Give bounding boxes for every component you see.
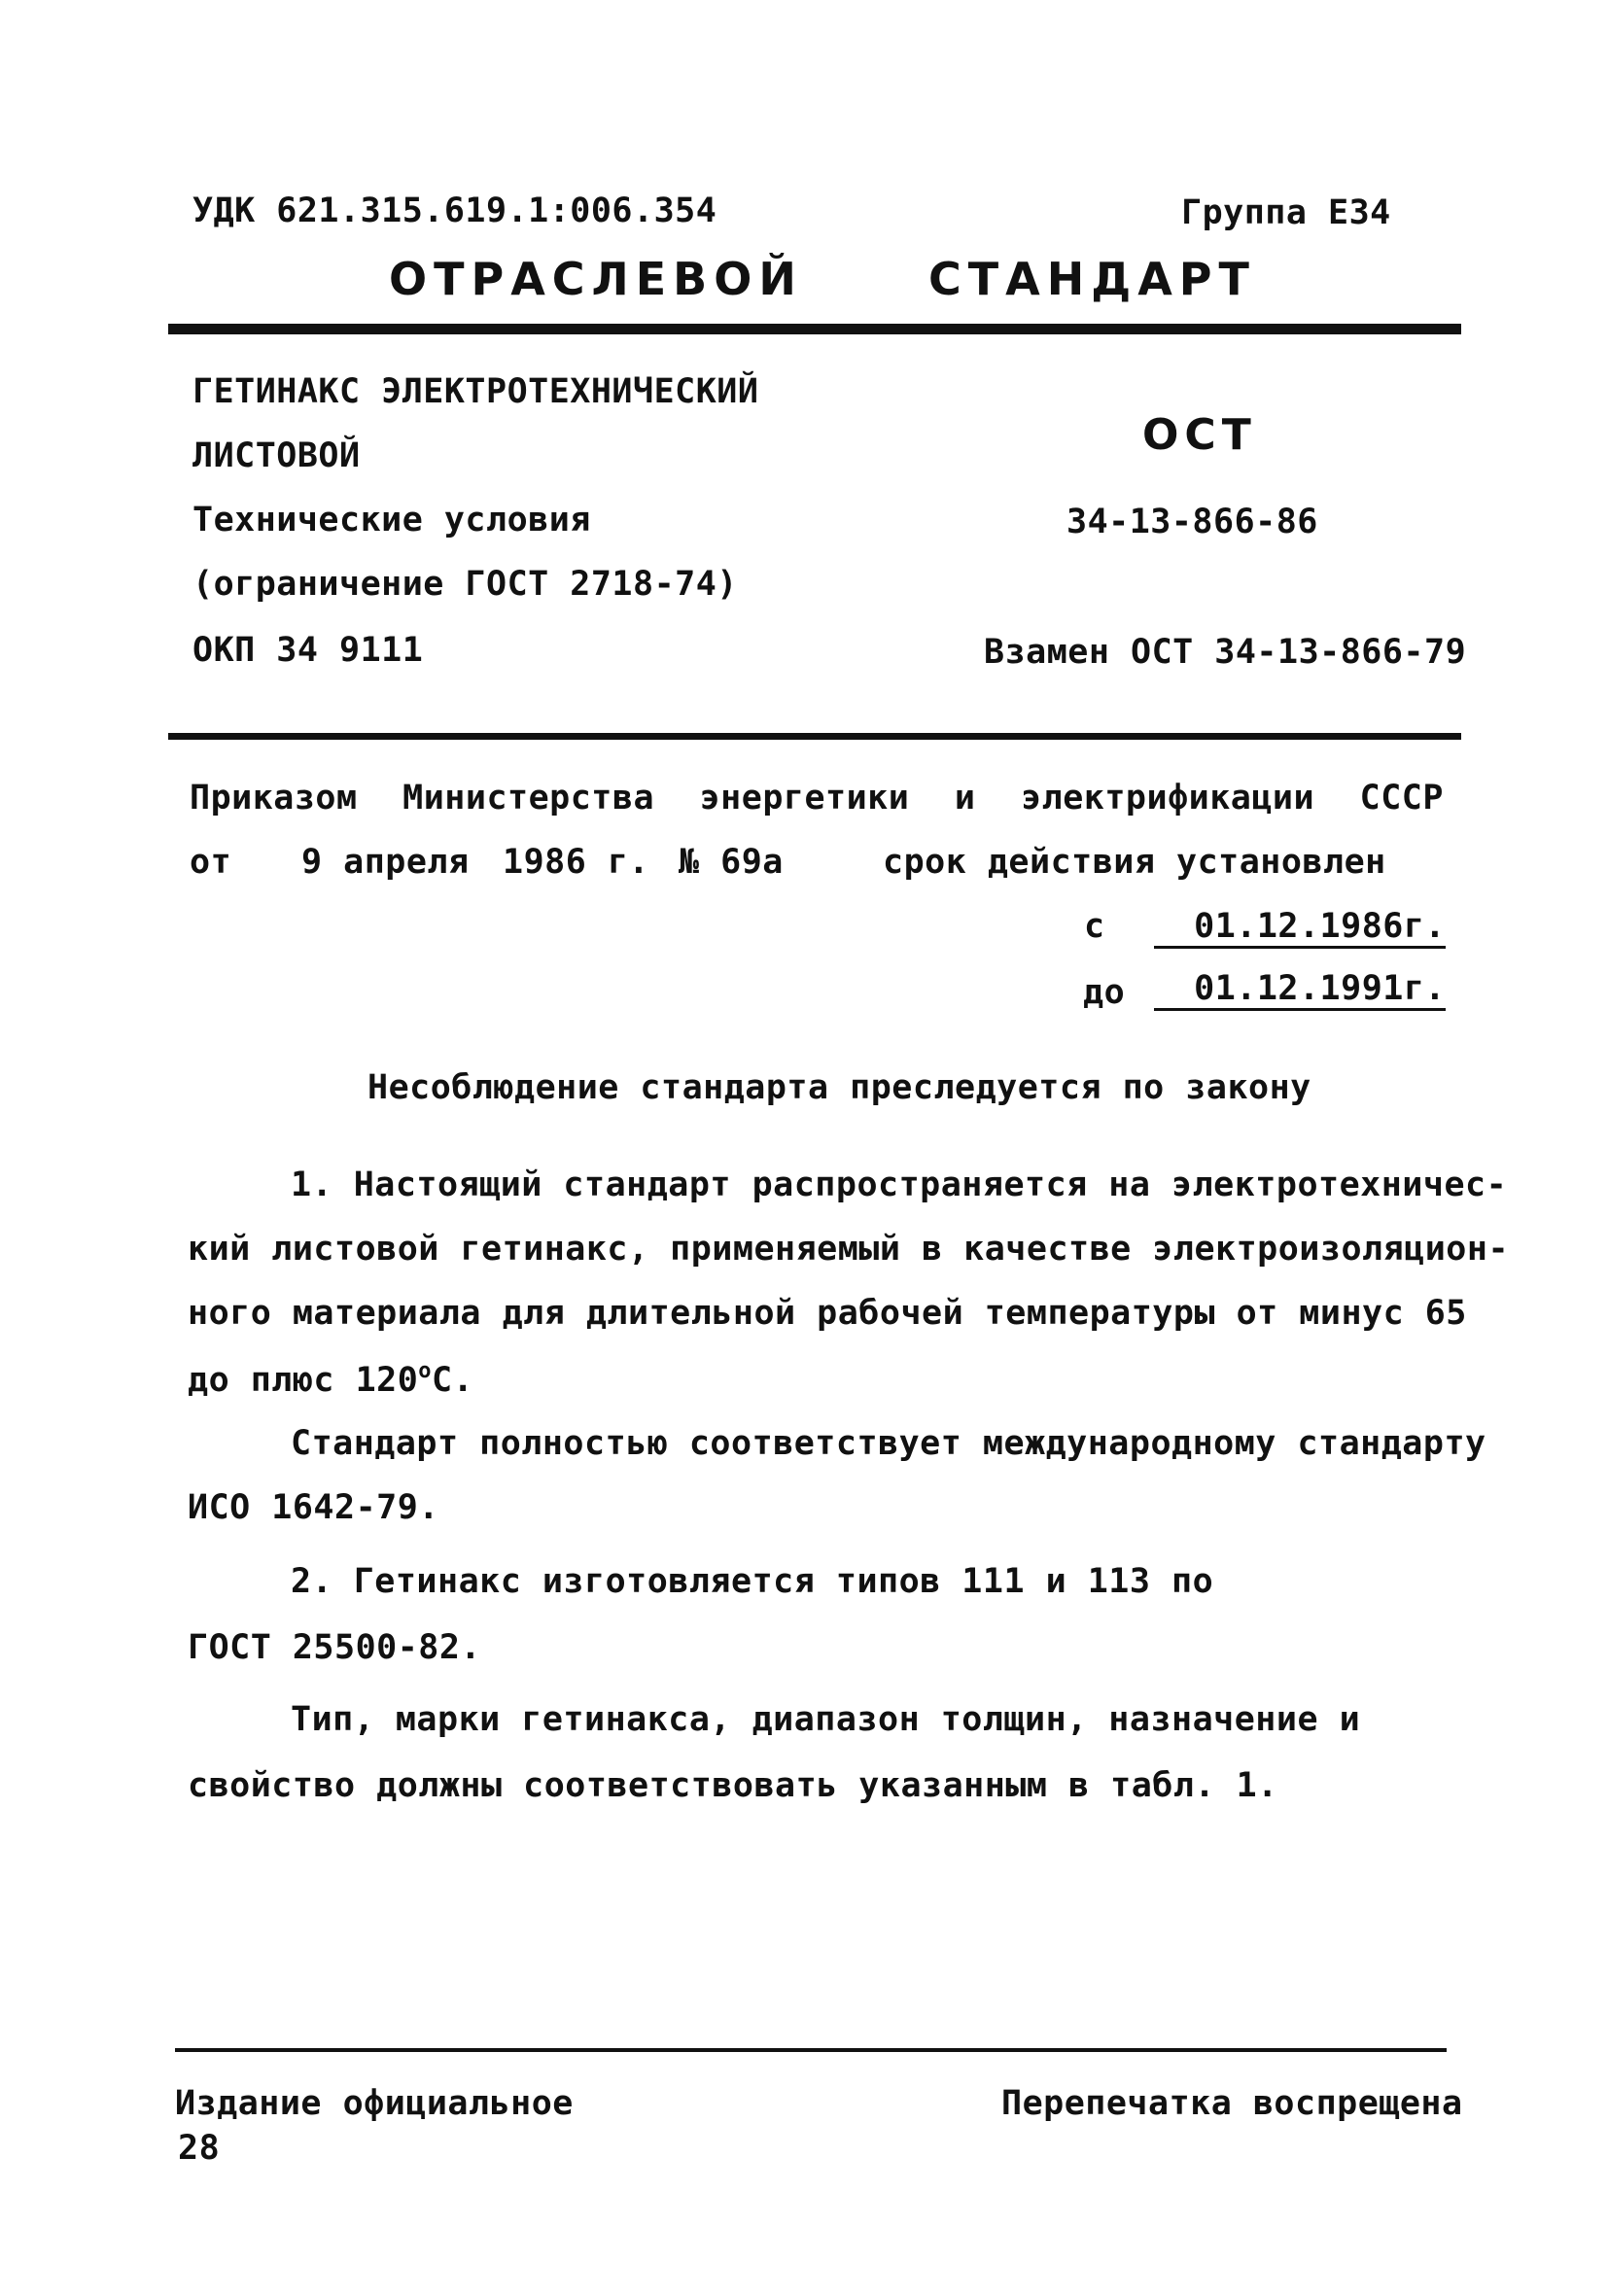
- p3-line1: 2. Гетинакс изготовляется типов 111 и 113 по: [291, 1562, 1214, 1601]
- title-left: ОТРАСЛЕВОЙ: [389, 253, 803, 305]
- order-word: Министерства: [402, 779, 655, 818]
- p2-line2: ИСО 1642-79.: [188, 1488, 439, 1527]
- p3-line2: ГОСТ 25500-82.: [188, 1628, 482, 1667]
- valid-from-field: [1135, 907, 1446, 949]
- p1-line4-unit: С.: [432, 1361, 474, 1400]
- valid-from-label: с: [1084, 907, 1105, 946]
- doc-kind: Технические условия: [192, 501, 591, 539]
- footer-official-edition: Издание официальное: [175, 2084, 574, 2123]
- p2-line1: Стандарт полностью соответствует международному стандарту: [291, 1424, 1486, 1463]
- p1-line1: 1. Настоящий стандарт распространяется на электротехничес-: [291, 1165, 1508, 1204]
- order-year: 1986 г.: [503, 843, 650, 882]
- p1-line2: кий листовой гетинакс, применяемый в качестве электроизоляцион-: [188, 1230, 1510, 1269]
- footer-rule: [175, 2048, 1447, 2052]
- okp-code: ОКП 34 9111: [192, 631, 424, 670]
- ost-label: ОСТ: [1142, 410, 1257, 460]
- order-word: СССР: [1359, 779, 1444, 818]
- order-number: № 69а: [679, 843, 784, 882]
- ost-number: 34-13-866-86: [1066, 503, 1318, 541]
- valid-to-date: 01.12.1991г.: [1154, 972, 1446, 1011]
- p1-line4-text: до плюс 120: [188, 1361, 419, 1400]
- page-number: 28: [178, 2129, 221, 2168]
- p1-line3: ного материала для длительной рабочей температуры от минус 65: [188, 1294, 1467, 1333]
- group-code: Группа Е34: [1181, 193, 1391, 232]
- valid-to-label: до: [1083, 973, 1126, 1012]
- p1-line4: [188, 1361, 473, 1398]
- order-date: 9 апреля: [301, 843, 470, 882]
- order-word: и: [954, 779, 976, 818]
- valid-to-field: [1135, 969, 1446, 1011]
- order-word: энергетики: [699, 779, 910, 818]
- valid-from-date: 01.12.1986г.: [1154, 910, 1446, 949]
- p4-line1: Тип, марки гетинакса, диапазон толщин, назначение и: [291, 1700, 1361, 1739]
- product-name-line1: ГЕТИНАКС ЭЛЕКТРОТЕХНИЧЕСКИЙ: [192, 372, 759, 411]
- mid-rule: [168, 733, 1461, 740]
- restriction-note: (ограничение ГОСТ 2718-74): [192, 565, 738, 604]
- degree-sign: о: [418, 1359, 433, 1383]
- p4-line2: свойство должны соответствовать указанным в табл. 1.: [188, 1766, 1278, 1805]
- top-thick-rule: [168, 324, 1461, 334]
- product-name-line2: ЛИСТОВОЙ: [192, 436, 361, 475]
- footer-reprint-prohibited: Перепечатка воспрещена: [1001, 2084, 1463, 2123]
- order-word: Приказом: [190, 779, 358, 818]
- title-right: СТАНДАРТ: [928, 253, 1256, 305]
- order-term: срок действия установлен: [883, 843, 1386, 882]
- udk-code: УДК 621.315.619.1:006.354: [192, 191, 717, 230]
- replaces-note: Взамен ОСТ 34-13-866-79: [984, 633, 1467, 672]
- order-line1: [190, 779, 1444, 818]
- order-word: электрификации: [1021, 779, 1315, 818]
- order-ot: от: [190, 843, 232, 882]
- legal-notice: Несоблюдение стандарта преследуется по закону: [367, 1068, 1311, 1107]
